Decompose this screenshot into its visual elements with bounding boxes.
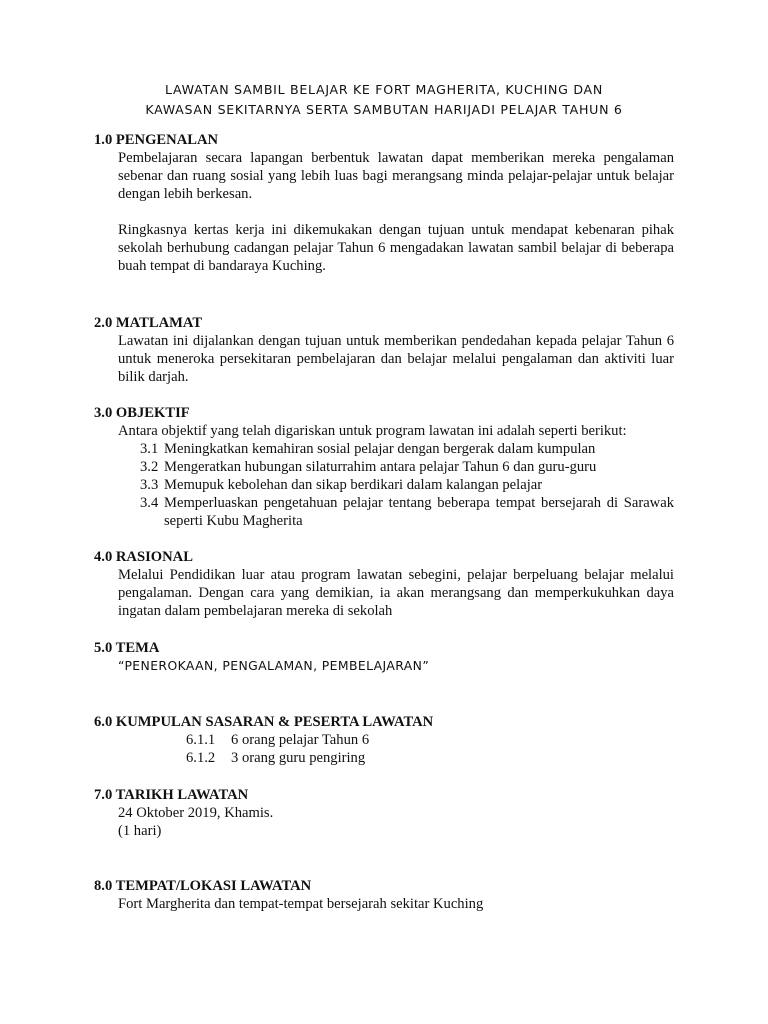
document-title xyxy=(60,80,708,120)
paragraph: Lawatan ini dijalankan dengan tujuan untuk memberikan pendedahan kepada pelajar Tahun 6 untuk meneroka persekitaran pembelajaran dan belajar melalui pengalaman dan aktiviti luar bilik darjah. xyxy=(118,333,674,385)
section-kumpulan-sasaran xyxy=(94,713,674,767)
section-matlamat xyxy=(94,314,674,386)
visit-duration: (1 hari) xyxy=(118,823,162,839)
visit-date: 24 Oktober 2019, Khamis. xyxy=(118,805,274,821)
list-item-text: 6 orang pelajar Tahun 6 xyxy=(231,732,370,748)
section-tarikh-lawatan xyxy=(94,786,674,840)
list-item xyxy=(140,440,674,458)
section-heading: 6.0 KUMPULAN SASARAN & PESERTA LAWATAN xyxy=(94,714,434,730)
theme-text: “PENEROKAAN, PENGALAMAN, PEMBELAJARAN” xyxy=(118,658,430,673)
section-rasional xyxy=(94,548,674,620)
list-item-number: 6.1.2 xyxy=(186,750,216,766)
section-tema xyxy=(94,639,674,675)
list-item xyxy=(140,458,674,476)
list-item-number: 3.2 xyxy=(140,459,159,475)
section-heading: 2.0 MATLAMAT xyxy=(94,315,203,331)
list-item-text: Memupuk kebolehan dan sikap berdikari dalam kalangan pelajar xyxy=(164,477,543,493)
section-objektif xyxy=(94,404,674,530)
section-pengenalan xyxy=(94,131,674,275)
list-item-number: 3.3 xyxy=(140,477,159,493)
paragraph: Pembelajaran secara lapangan berbentuk lawatan dapat memberikan mereka pengalaman sebenar dan ruang sosial yang lebih luas bagi merangsang minda pelajar-pelajar untuk belajar dengan lebih berkesan. xyxy=(118,150,674,202)
list-item-text: Mengeratkan hubungan silaturrahim antara pelajar Tahun 6 dan guru-guru xyxy=(164,459,597,475)
section-tempat-lawatan xyxy=(94,877,674,913)
objective-list xyxy=(140,440,674,530)
paragraph: Ringkasnya kertas kerja ini dikemukakan dengan tujuan untuk mendapat kebenaran pihak sekolah berhubung cadangan pelajar Tahun 6 mengadakan lawatan sambil belajar di beberapa buah tempat di bandaraya Kuching. xyxy=(118,222,674,274)
title-line-2: KAWASAN SEKITARNYA SERTA SAMBUTAN HARIJADI PELAJAR TAHUN 6 xyxy=(145,102,623,117)
section-heading: 1.0 PENGENALAN xyxy=(94,132,219,148)
list-item xyxy=(140,494,674,530)
list-item-number: 6.1.1 xyxy=(186,732,216,748)
section-heading: 5.0 TEMA xyxy=(94,640,160,656)
paragraph: Antara objektif yang telah digariskan untuk program lawatan ini adalah seperti berikut: xyxy=(118,423,627,439)
list-item-number: 3.1 xyxy=(140,441,159,457)
list-item xyxy=(186,731,674,749)
section-heading: 4.0 RASIONAL xyxy=(94,549,193,565)
participant-list xyxy=(186,731,674,767)
section-heading: 3.0 OBJEKTIF xyxy=(94,405,190,421)
title-line-1: LAWATAN SAMBIL BELAJAR KE FORT MAGHERITA, KUCHING DAN xyxy=(165,82,603,97)
list-item xyxy=(140,476,674,494)
paragraph: Melalui Pendidikan luar atau program lawatan sebegini, pelajar berpeluang belajar melalui pengalaman. Dengan cara yang demikian, ia akan merangsang dan memperkukuhkan daya ingatan dalam pembelajaran mereka di sekolah xyxy=(118,567,674,619)
list-item-number: 3.4 xyxy=(140,495,159,511)
list-item xyxy=(186,749,674,767)
list-item-text: Meningkatkan kemahiran sosial pelajar dengan bergerak dalam kumpulan xyxy=(164,441,596,457)
section-heading: 7.0 TARIKH LAWATAN xyxy=(94,787,249,803)
list-item-text: Memperluaskan pengetahuan pelajar tentang beberapa tempat bersejarah di Sarawak seperti Kubu Magherita xyxy=(164,495,674,529)
section-heading: 8.0 TEMPAT/LOKASI LAWATAN xyxy=(94,878,312,894)
list-item-text: 3 orang guru pengiring xyxy=(231,750,366,766)
visit-location: Fort Margherita dan tempat-tempat bersejarah sekitar Kuching xyxy=(118,896,484,912)
